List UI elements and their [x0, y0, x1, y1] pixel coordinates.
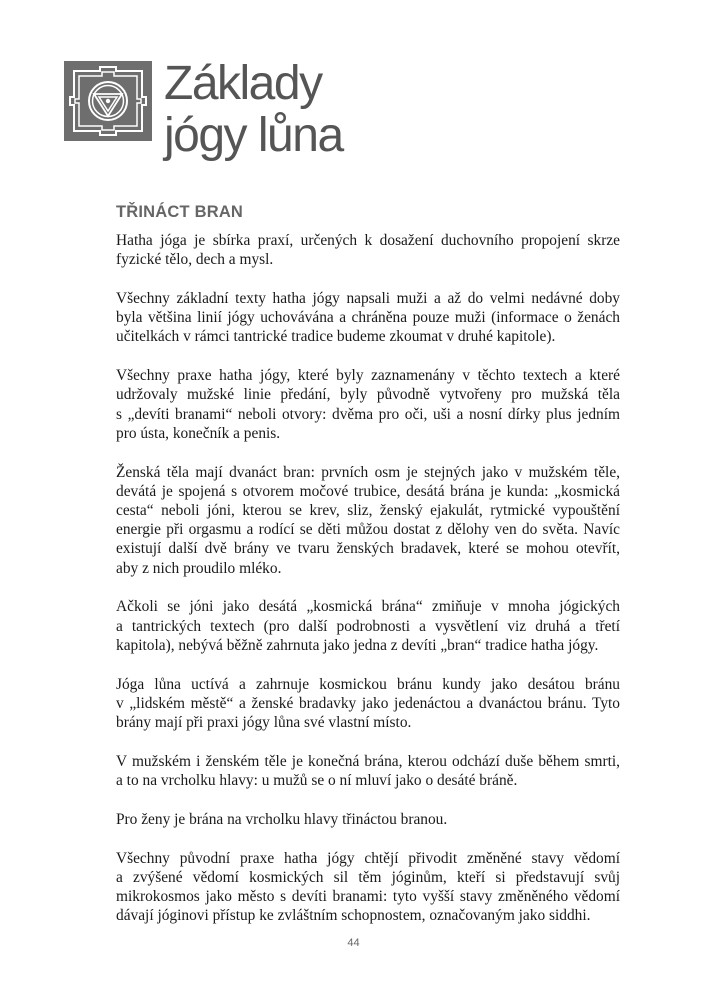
paragraph-line: Jóga lůna uctívá a zahrnuje kosmickou bránu kundy jako desátou bránu	[116, 675, 620, 693]
yantra-emblem-icon	[64, 61, 152, 141]
paragraph-line: mikrokosmos jako město s devíti branami: tyto vyšší stavy změněného vědomí	[116, 888, 620, 906]
paragraph-line: a zvýšené vědomí kosmických sil těm jóginům, kteří si představují svůj	[116, 868, 620, 886]
body-paragraph	[116, 463, 620, 578]
paragraph-line: učitelkách v rámci tantrické tradice budeme zkoumat v druhé kapitole).	[116, 328, 556, 346]
paragraph-line: Všechny původní praxe hatha jógy chtějí přivodit změněné stavy vědomí	[116, 849, 620, 867]
paragraph-line: devátá je spojená s otvorem močové trubice, desátá brána je kunda: „kosmická	[116, 482, 620, 500]
paragraph-line: Pro ženy je brána na vrcholku hlavy třináctou branou.	[116, 810, 448, 828]
body-paragraph	[116, 675, 620, 733]
paragraph-line: kapitola), nebývá běžně zahrnuta jako jedna z devíti „bran“ tradice hatha jógy.	[116, 636, 599, 654]
paragraph-line: V mužském i ženském těle je konečná brána, kterou odchází duše během smrti,	[116, 752, 620, 770]
paragraph-line: aby z nich proudilo mléko.	[116, 559, 282, 577]
paragraph-line: byla většina linií jógy uchovávána a chráněna pouze muži (informace o ženách	[116, 309, 620, 327]
body-paragraph	[116, 231, 620, 269]
body-paragraph	[116, 597, 620, 655]
paragraph-line: dávají jóginovi přístup ke zvláštním schopnostem, označovaným jako siddhi.	[116, 907, 591, 925]
body-paragraph	[116, 810, 620, 829]
chapter-title-line-1: Základy	[164, 57, 322, 110]
body-paragraph	[116, 366, 620, 443]
paragraph-line: a to na vrcholku hlavy: u mužů se o ní mluví jako o desáté bráně.	[116, 772, 518, 790]
paragraph-line: cesta“ neboli jóni, kterou se krev, sliz, ženský ejakulát, rytmické vypouštění	[116, 502, 620, 520]
paragraph-line: Ženská těla mají dvanáct bran: prvních osm je stejných jako v mužském těle,	[116, 463, 620, 481]
chapter-title-line-2: jógy lůna	[164, 109, 343, 162]
paragraph-line: pro ústa, konečník a penis.	[116, 424, 281, 442]
paragraph-line: s „devíti branami“ neboli otvory: dvěma pro oči, uši a nosní dírky plus jedním	[116, 405, 620, 423]
page-number: 44	[347, 937, 360, 949]
paragraph-line: energie při orgasmu a rodící se děti můžou dostat z dělohy ven do světa. Navíc	[116, 521, 620, 539]
paragraph-line: Ačkoli se jóni jako desátá „kosmická brána“ zmiňuje v mnoha jógických	[116, 598, 620, 616]
paragraph-line: Hatha jóga je sbírka praxí, určených k dosažení duchovního propojení skrze	[116, 232, 620, 249]
body-text	[116, 231, 620, 945]
body-paragraph	[116, 849, 620, 926]
paragraph-line: Všechny základní texty hatha jógy napsali muži a až do velmi nedávné doby	[116, 290, 620, 307]
body-paragraph	[116, 752, 620, 790]
paragraph-line: Všechny praxe hatha jógy, které byly zaznamenány v těchto textech a které	[116, 367, 620, 385]
paragraph-line: existují další dvě brány ve tvaru ženských bradavek, které se mohou otevřít,	[116, 540, 620, 558]
paragraph-line: udržovaly mužské linie předání, byly původně vytvořeny pro mužská těla	[116, 386, 620, 404]
paragraph-line: fyzické tělo, dech a mysl.	[116, 251, 274, 269]
body-paragraph	[116, 289, 620, 347]
paragraph-line: a tantrických textech (pro další podrobnosti a vysvětlení viz druhá a třetí	[116, 617, 620, 635]
paragraph-line: v „lidském městě“ a ženské bradavky jako jedenáctou a dvanáctou bránu. Tyto	[116, 694, 620, 712]
paragraph-line: brány mají při praxi jógy lůna své vlastní místo.	[116, 714, 412, 732]
chapter-title	[164, 58, 343, 162]
section-heading: TŘINÁCT BRAN	[116, 203, 244, 221]
